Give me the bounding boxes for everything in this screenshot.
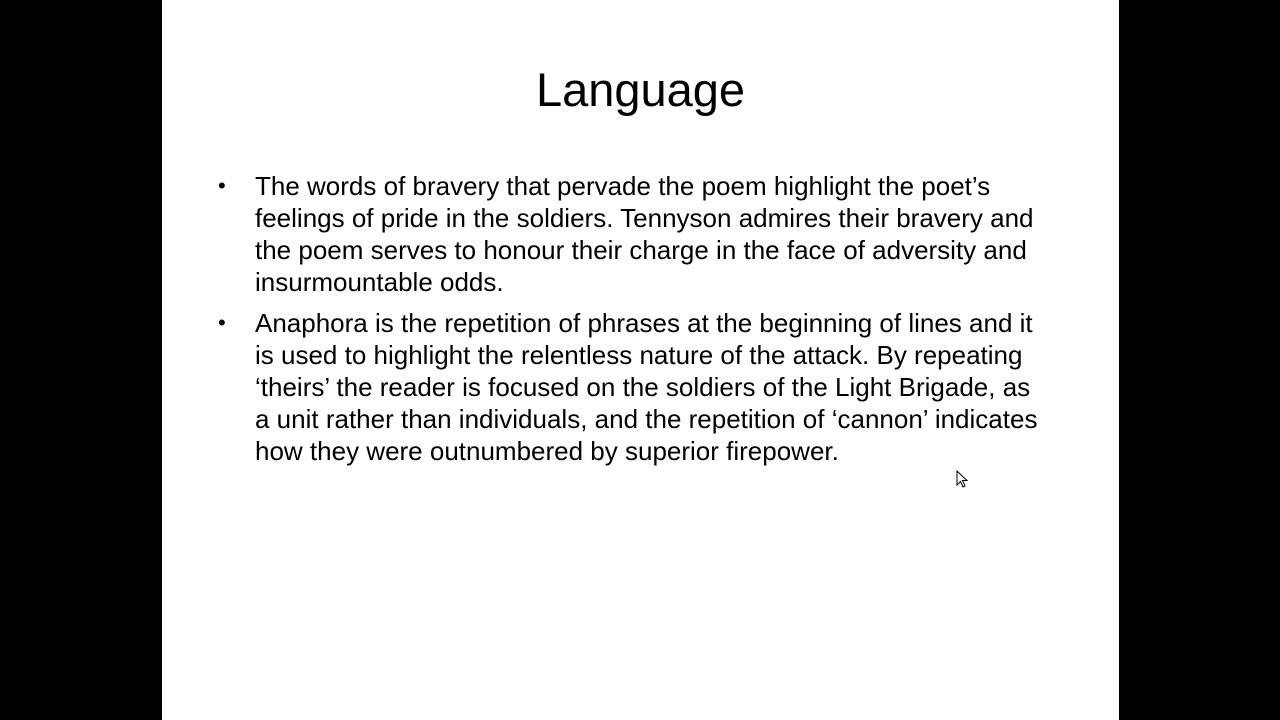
bullet-text: Anaphora is the repetition of phrases at the beginning of lines and it is used to highlight the relentless nature of the attack. By repeating ‘theirs’ the reader is focused on the soldiers of the Light Brigade, as a unit rather than individuals, and the repetition of ‘cannon’ indicates how they were outnumbered by superior firepower. xyxy=(255,308,1038,466)
bullet-glyph: • xyxy=(218,173,226,198)
bullet-item xyxy=(218,307,1048,467)
mouse-pointer-icon xyxy=(956,470,968,488)
bullet-text: The words of bravery that pervade the poem highlight the poet’s feelings of pride in the soldiers. Tennyson admires their bravery and the poem serves to honour their charge in the face of adversity and insurmountable odds. xyxy=(255,171,1034,297)
slide-title: Language xyxy=(535,63,746,116)
bullet-list xyxy=(218,170,1048,476)
bullet-item xyxy=(218,170,1048,298)
presentation-slide xyxy=(162,0,1119,720)
bullet-glyph: • xyxy=(218,310,226,335)
